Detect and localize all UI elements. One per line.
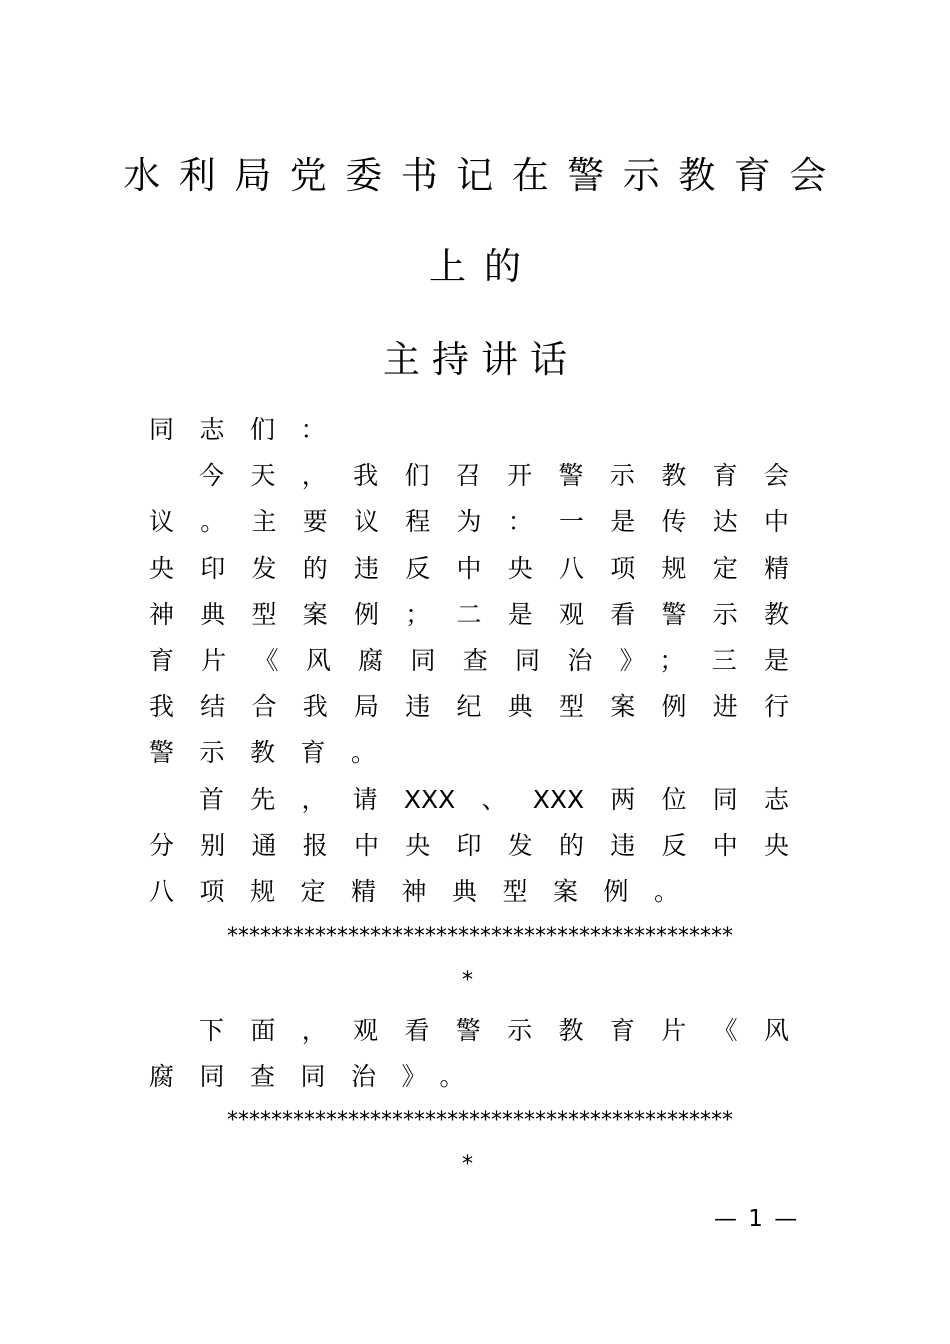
paragraph-line: 警示教育。: [149, 738, 402, 768]
title-line-1: 水利局党委书记在警示教育会: [123, 154, 845, 197]
paragraph-1: [149, 453, 789, 776]
title-line-3: 主持讲话: [383, 338, 579, 381]
speech-body-top: [149, 407, 789, 915]
page-number: — 1 —: [714, 1206, 800, 1232]
paragraph-3: [149, 1008, 789, 1100]
separator-stars: **********************************************: [227, 924, 733, 949]
paragraph-line: 央印发的违反中央八项规定精: [149, 553, 789, 583]
paragraph-line: 议。主要议程为：一是传达中: [149, 507, 789, 537]
paragraph-line: 腐同查同治》。: [149, 1062, 491, 1092]
paragraph-line: 下面，观看警示教育片《风: [199, 1016, 789, 1045]
title-line-2: 上的: [429, 245, 539, 288]
salutation: 同志们：: [149, 415, 352, 444]
separator-stars: **********************************************: [227, 1108, 733, 1133]
paragraph-line: 今天，我们召开警示教育会: [199, 461, 789, 491]
paragraph-line: 我结合我局违纪典型案例进行: [149, 692, 789, 722]
paragraph-2: [149, 777, 789, 916]
paragraph-line: 神典型案例；二是观看警示教: [149, 599, 789, 629]
paragraph-line: 首先，请XXX、XXX两位同志: [199, 784, 789, 814]
paragraph-line: 八项规定精神典型案例。: [149, 876, 705, 906]
paragraph-line: 育片《风腐同查同治》；三是: [149, 645, 789, 675]
paragraph-line: 分别通报中央印发的违反中央: [149, 830, 789, 860]
separator-star-tail: *: [462, 1152, 473, 1177]
separator-star-tail: *: [462, 968, 473, 993]
speech-body-bottom: [149, 1008, 789, 1100]
